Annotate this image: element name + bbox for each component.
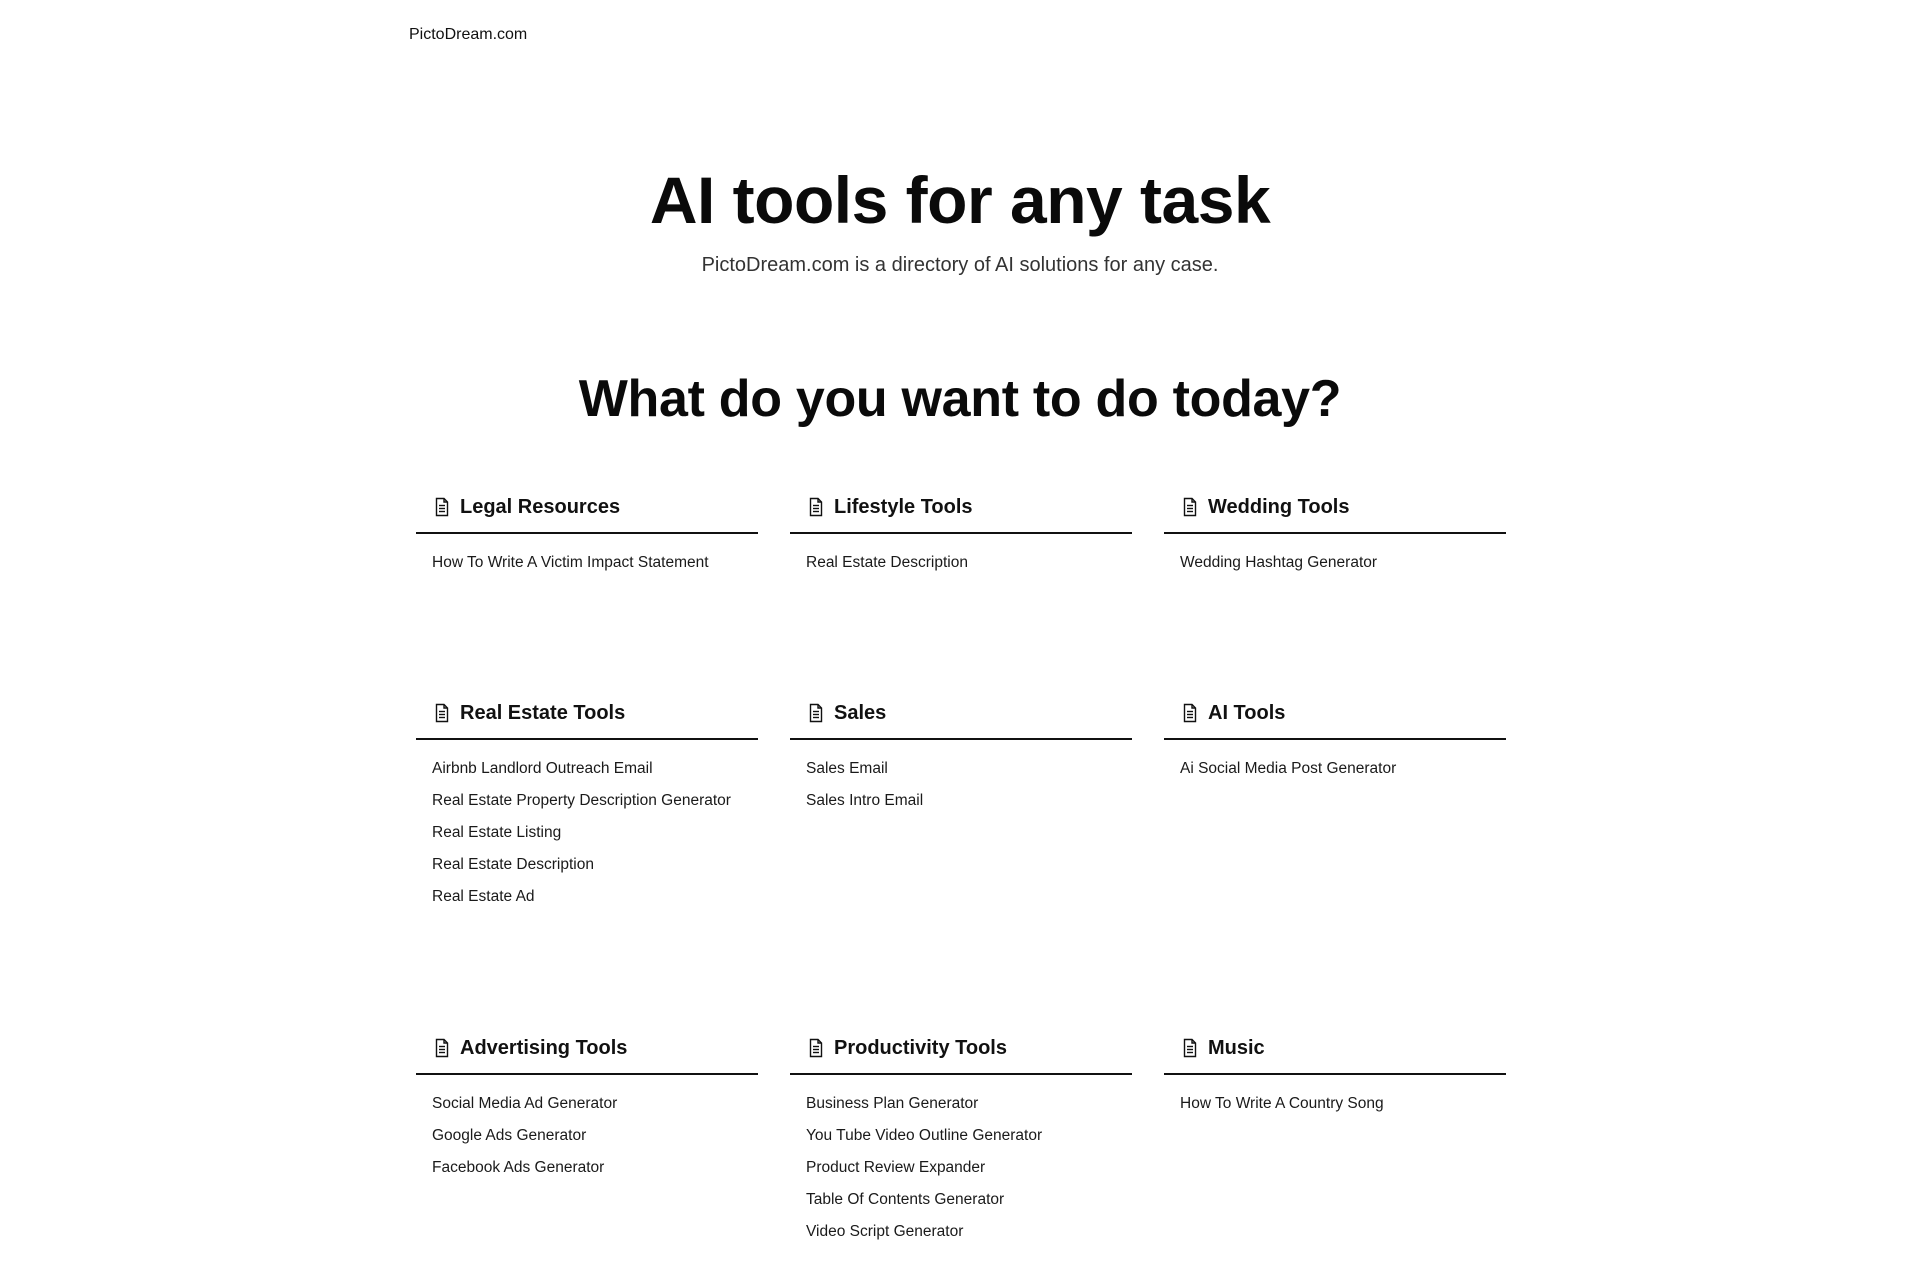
category-advertising-tools (416, 1023, 758, 1189)
category-header (1164, 1023, 1506, 1075)
category-title: Legal Resources (460, 495, 621, 518)
category-title: Music (1208, 1036, 1265, 1059)
tool-link[interactable]: Product Review Expander (806, 1159, 986, 1176)
category-link-list (790, 534, 1132, 584)
tool-link[interactable]: Real Estate Ad (432, 888, 535, 905)
category-ai-tools (1164, 688, 1506, 790)
list-item (806, 1221, 1132, 1253)
document-icon (434, 703, 450, 723)
list-item (1180, 1093, 1506, 1125)
category-header (1164, 482, 1506, 534)
tool-link[interactable]: Video Script Generator (806, 1223, 964, 1240)
category-title: Productivity Tools (834, 1036, 1007, 1059)
category-link-list (1164, 1075, 1506, 1125)
hero-title: AI tools for any task (649, 163, 1271, 237)
list-item (432, 1157, 758, 1189)
list-item (432, 1093, 758, 1125)
hero-subtitle: PictoDream.com is a directory of AI solutions for any case. (701, 254, 1219, 276)
tool-link[interactable]: How To Write A Country Song (1180, 1095, 1384, 1112)
category-header (790, 1023, 1132, 1075)
category-header (416, 688, 758, 740)
list-item (1180, 552, 1506, 584)
category-header (790, 688, 1132, 740)
list-item (806, 758, 1132, 790)
category-link-list (790, 740, 1132, 822)
category-link-list (416, 534, 758, 584)
category-link-list (1164, 534, 1506, 584)
tool-link[interactable]: Real Estate Property Description Generator (432, 792, 731, 809)
list-item (432, 886, 758, 918)
category-link-list (790, 1075, 1132, 1253)
document-icon (1182, 497, 1198, 517)
category-title: Advertising Tools (460, 1036, 628, 1059)
category-title: Wedding Tools (1208, 495, 1350, 518)
document-icon (434, 497, 450, 517)
list-item (806, 790, 1132, 822)
tool-link[interactable]: You Tube Video Outline Generator (806, 1127, 1043, 1144)
tool-link[interactable]: Real Estate Description (432, 856, 594, 873)
category-header (416, 482, 758, 534)
category-link-list (1164, 740, 1506, 790)
list-item (432, 552, 758, 584)
category-header (416, 1023, 758, 1075)
list-item (806, 1157, 1132, 1189)
document-icon (808, 703, 824, 723)
tool-link[interactable]: Google Ads Generator (432, 1127, 587, 1144)
document-icon (1182, 703, 1198, 723)
list-item (432, 790, 758, 822)
category-title: Sales (834, 701, 887, 724)
category-sales (790, 688, 1132, 822)
category-header (790, 482, 1132, 534)
tool-link[interactable]: Sales Email (806, 760, 888, 777)
category-title: Lifestyle Tools (834, 495, 973, 518)
category-music (1164, 1023, 1506, 1125)
tool-link[interactable]: Wedding Hashtag Generator (1180, 554, 1378, 571)
category-lifestyle-tools (790, 482, 1132, 584)
category-real-estate-tools (416, 688, 758, 918)
category-title: Real Estate Tools (460, 701, 626, 724)
tool-link[interactable]: Facebook Ads Generator (432, 1159, 605, 1176)
list-item (806, 552, 1132, 584)
tool-link[interactable]: Business Plan Generator (806, 1095, 979, 1112)
category-link-list (416, 740, 758, 918)
category-header (1164, 688, 1506, 740)
list-item (806, 1093, 1132, 1125)
document-icon (1182, 1038, 1198, 1058)
document-icon (808, 1038, 824, 1058)
document-icon (808, 497, 824, 517)
tool-link[interactable]: Ai Social Media Post Generator (1180, 760, 1397, 777)
tool-link[interactable]: Table Of Contents Generator (806, 1191, 1005, 1208)
section-title: What do you want to do today? (578, 370, 1342, 428)
tool-link[interactable]: Sales Intro Email (806, 792, 924, 809)
category-wedding-tools (1164, 482, 1506, 584)
list-item (806, 1125, 1132, 1157)
list-item (432, 854, 758, 886)
list-item (432, 1125, 758, 1157)
category-productivity-tools (790, 1023, 1132, 1253)
list-item (432, 758, 758, 790)
tool-link[interactable]: Real Estate Listing (432, 824, 562, 841)
category-title: AI Tools (1208, 701, 1286, 724)
category-legal-resources (416, 482, 758, 584)
list-item (1180, 758, 1506, 790)
tool-link[interactable]: Social Media Ad Generator (432, 1095, 618, 1112)
tool-link[interactable]: Airbnb Landlord Outreach Email (432, 760, 653, 777)
list-item (806, 1189, 1132, 1221)
tool-link[interactable]: How To Write A Victim Impact Statement (432, 554, 709, 571)
site-logo-link[interactable]: PictoDream.com (409, 26, 528, 43)
document-icon (434, 1038, 450, 1058)
category-link-list (416, 1075, 758, 1189)
tool-link[interactable]: Real Estate Description (806, 554, 968, 571)
list-item (432, 822, 758, 854)
